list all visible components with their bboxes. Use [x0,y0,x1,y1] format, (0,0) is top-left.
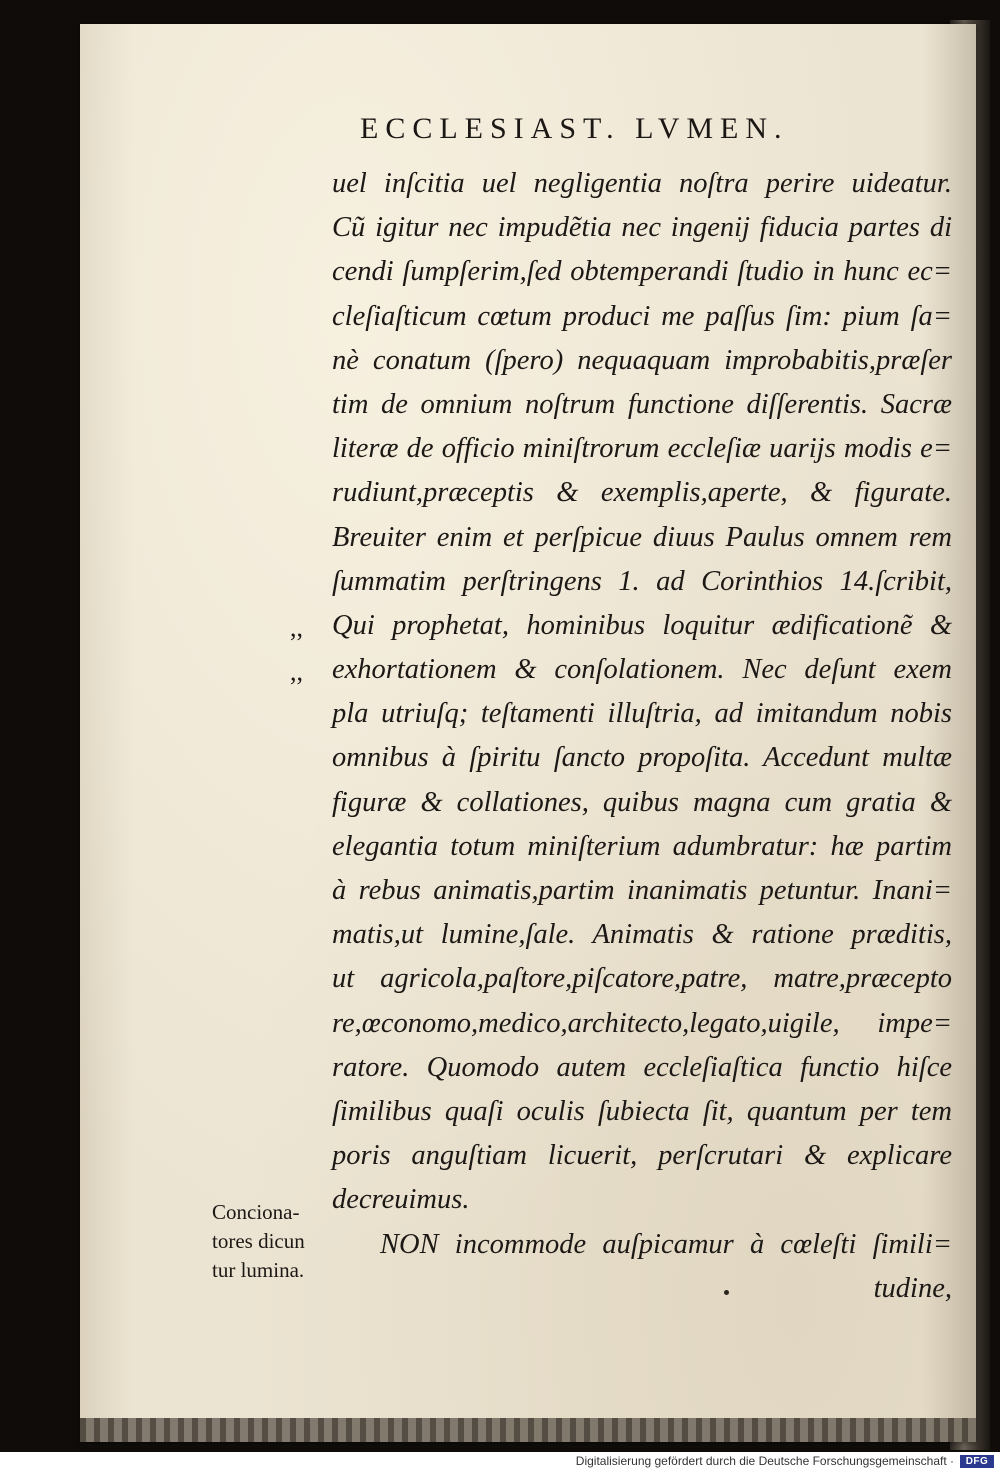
running-head: ECCLESIAST. LVMEN. [360,112,789,145]
text-line: decreuimus. [332,1184,470,1216]
text-line: Qui prophetat, hominibus loquitur ædificationẽ & [332,609,952,641]
credit-text: Digitalisierung gefördert durch die Deutsche Forschungsgemeinschaft · [575,1454,954,1468]
margin-note-line: tur lumina. [212,1258,305,1282]
text-line: à rebus animatis,partim inanimatis petuntur. Inani= [332,875,952,906]
text-line: ſimilibus quaſi oculis ſubiecta ſit, quantum per tem [332,1095,952,1127]
text-line: NON incommode auſpicamur à cœleſti ſimili= [380,1228,952,1260]
quote-marks [290,606,330,694]
text-line: Cũ igitur nec impudẽtia nec ingenij fiducia partes di [332,212,952,244]
text-line: matis,ut lumine,ſale. Animatis & ratione præditis, [332,919,952,951]
text-line: literæ de officio miniſtrorum eccleſiæ uarijs modis e= [332,433,952,465]
text-line: cleſiaſticum cœtum produci me paſſus ſim: pium ſa= [332,300,952,332]
text-line: nè conatum (ſpero) nequaquam improbabitis,præſer [332,344,952,376]
text-line: exhortationem & conſolationem. Nec deſunt exem [332,654,952,686]
text-line: cendi ſumpſerim,ſed obtemperandi ſtudio in hunc ec= [332,256,952,288]
text-line: re,œconomo,medico,architecto,legato,uigile, impe= [332,1007,952,1039]
dfg-logo-icon: DFG [960,1455,994,1468]
text-line: tim de omnium noſtrum functione diſſerentis. Sacræ [332,388,952,420]
text-line: elegantia totum miniſterium adumbratur: hæ partim [332,830,952,862]
catchword: tudine, [873,1272,952,1304]
text-line: Breuiter enim et perſpicue diuus Paulus omnem rem [332,521,952,553]
quote-mark: ,, [290,657,303,687]
margin-note-line: tores dicun [212,1229,305,1253]
quote-mark: ,, [290,613,303,642]
text-line: uel inſcitia uel negligentia noſtra perire uideatur. [332,168,952,199]
text-line: ſummatim perſtringens 1. ad Corinthios 14.ſcribit, [332,565,952,597]
text-line: pla utriuſq; teſtamenti illuſtria, ad imitandum nobis [332,698,952,730]
margin-note [212,1198,337,1285]
text-line: rudiunt,præceptis & exemplis,aperte, & figurate. [332,477,952,509]
margin-note-line: Conciona- [212,1200,300,1224]
credit-bar [0,1452,1000,1472]
text-line: ut agricola,paſtore,piſcatore,patre, matre,præcepto [332,963,952,995]
body-text [332,162,952,1311]
page-bottom-edge [80,1418,976,1442]
text-line: poris anguſtiam licuerit, perſcrutari & explicare [332,1140,952,1172]
text-line: ratore. Quomodo autem eccleſiaſtica functio hiſce [332,1051,952,1083]
text-line: figuræ & collationes, quibus magna cum gratia & [332,786,952,818]
ink-speck [724,1290,729,1295]
text-line: omnibus à ſpiritu ſancto propoſita. Accedunt multæ [332,742,952,774]
